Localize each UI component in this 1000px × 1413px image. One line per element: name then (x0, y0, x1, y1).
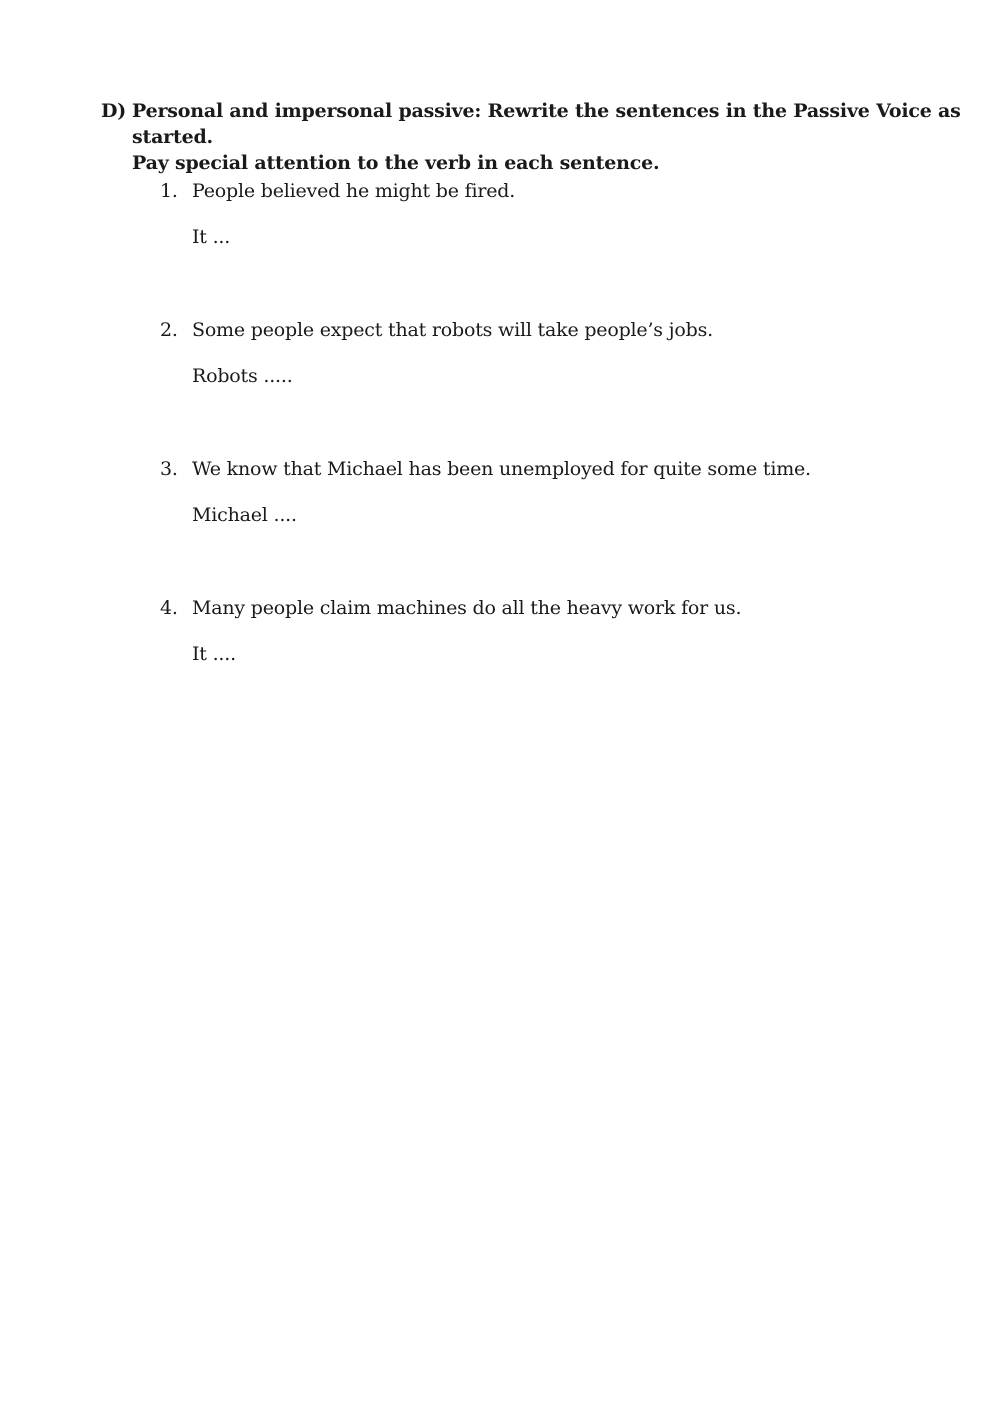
section-letter: D) (101, 100, 127, 122)
item-sentence: We know that Michael has been unemployed for quite some time. (192, 458, 811, 480)
exercise-item-4 (160, 595, 940, 734)
exercise-item-1 (160, 178, 940, 317)
answer-prompt: It ... (192, 226, 231, 248)
item-sentence: Some people expect that robots will take people’s jobs. (192, 319, 713, 341)
instruction-line-2: Pay special attention to the verb in each sentence. (132, 152, 660, 174)
answer-prompt: It .... (192, 643, 236, 665)
item-number: 3. (160, 458, 178, 480)
answer-prompt: Michael .... (192, 504, 297, 526)
instruction-line-1: Personal and impersonal passive: Rewrite the sentences in the Passive Voice as started. (132, 100, 961, 148)
exercise-list (160, 178, 940, 734)
item-number: 1. (160, 180, 178, 202)
item-number: 2. (160, 319, 178, 341)
answer-prompt: Robots ..... (192, 365, 293, 387)
item-sentence: Many people claim machines do all the heavy work for us. (192, 597, 742, 619)
instruction-text (132, 98, 961, 176)
exercise-item-2 (160, 317, 940, 456)
exercise-item-3 (160, 456, 940, 595)
item-number: 4. (160, 597, 178, 619)
item-sentence: People believed he might be fired. (192, 180, 516, 202)
exercise-instructions (101, 98, 961, 176)
exercise-section (101, 98, 961, 176)
